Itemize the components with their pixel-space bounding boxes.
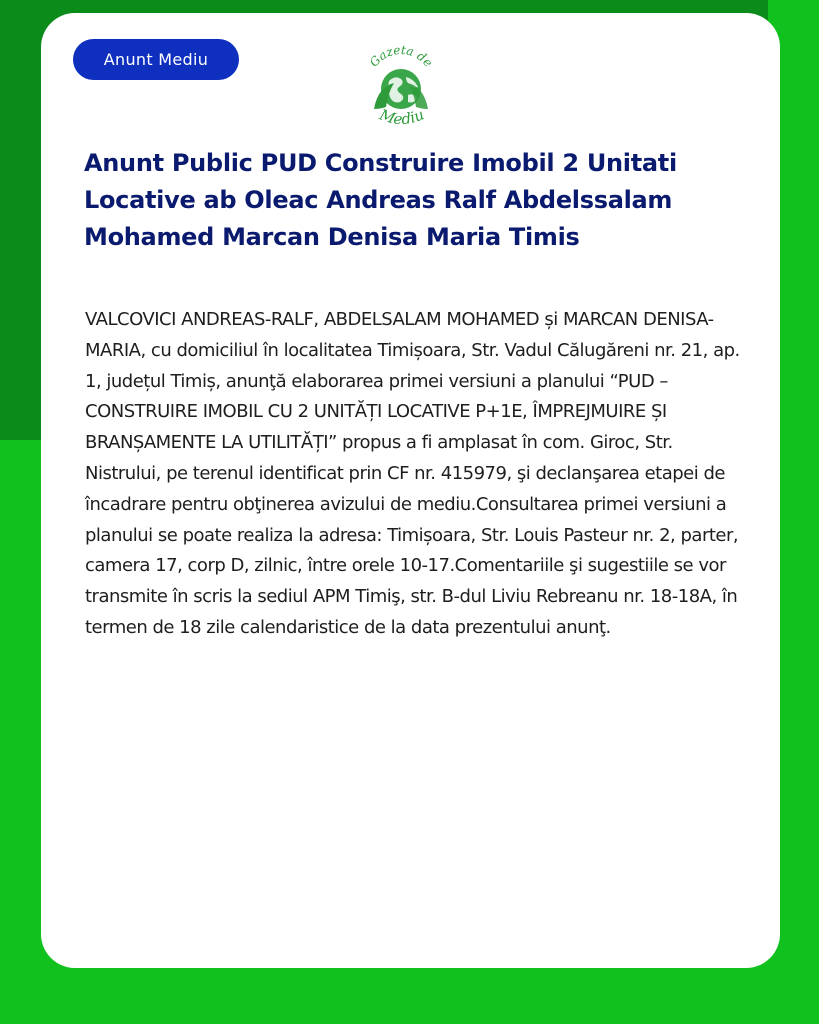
article-title: Anunt Public PUD Construire Imobil 2 Unitati Locative ab Oleac Andreas Ralf Abdelssalam Mohamed Marcan Denisa Maria Timis — [84, 149, 677, 251]
gazeta-de-mediu-logo — [356, 39, 446, 133]
logo-top-text: Gazeta de — [366, 42, 436, 70]
svg-text:Gazeta de — [367, 43, 435, 70]
article-body: VALCOVICI ANDREAS-RALF, ABDELSALAM MOHAMED și MARCAN DENISA-MARIA, cu domiciliul în localitatea Timișoara, Str. Vadul Călugăreni nr. 21, ap. 1, județul Timiș, anunţă elaborarea primei versiuni a planului “PUD – CONSTRUIRE IMOBIL CU 2 UNITĂȚI LOCATIVE P+1E, ÎMPREJMUIRE ȘI BRANȘAMENTE LA UTILITĂȚI” propus a fi amplasat în com. Giroc, Str. Nistrului, pe terenul identificat prin CF nr. 415979, şi declanşarea etapei de încadrare pentru obţinerea avizului de mediu.Consultarea primei versiuni a planului se poate realiza la adresa: Timișoara, Str. Louis Pasteur nr. 2, parter, camera 17, corp D, zilnic, între orele 10-17.Comentariile şi sugestiile se vor transmite în scris la sediul APM Timiş, str. B-dul Liviu Rebreanu nr. 18-18A, în termen de 18 zile calendaristice de la data prezentului anunţ. — [85, 309, 740, 638]
logo-bottom-text: Mediu — [377, 105, 427, 129]
category-tag[interactable]: Anunt Mediu — [73, 39, 239, 80]
announcement-card — [41, 13, 780, 968]
